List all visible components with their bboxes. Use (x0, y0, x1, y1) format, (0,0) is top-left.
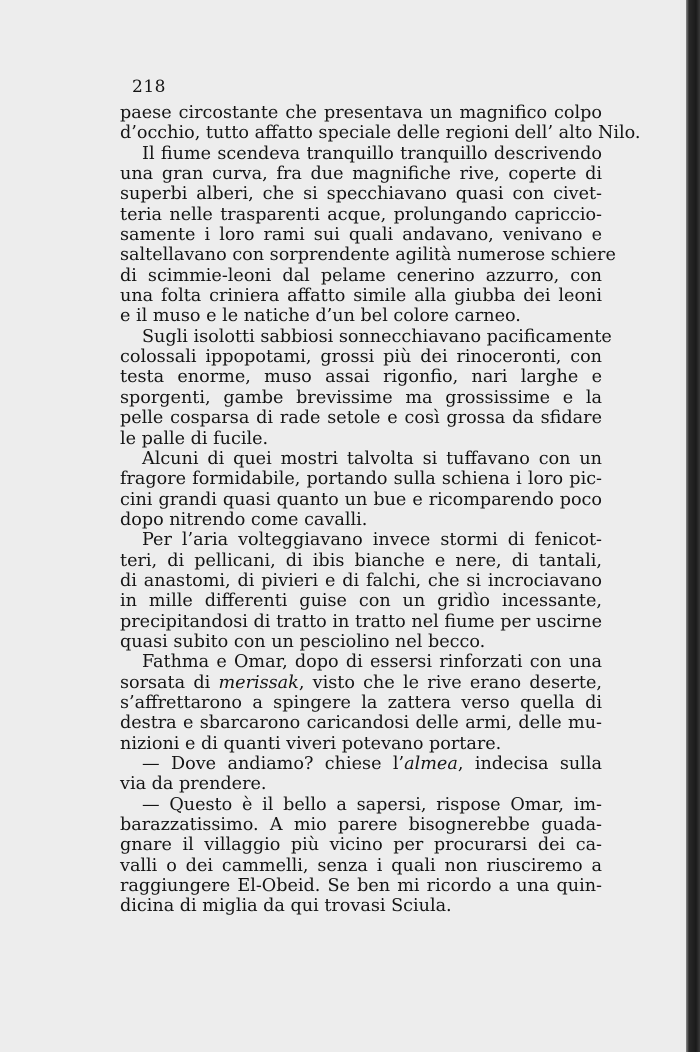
text-line: — Dove andiamo? chiese l’almea, indecisa sulla (142, 754, 602, 774)
binding-edge (686, 0, 700, 1052)
text-line: samente i loro rami sui quali andavano, venivano e (120, 225, 602, 246)
text-line: raggiungere El-Obeid. Se ben mi ricordo a una quin- (120, 876, 602, 897)
text-line: testa enorme, muso assai rigonfio, nari larghe e (120, 367, 602, 388)
text-line: colossali ippopotami, grossi più dei rinoceronti, con (120, 347, 602, 368)
text-line: e il muso e le natiche d’un bel colore carneo. (120, 306, 521, 327)
text-line: Il fiume scendeva tranquillo tranquillo descrivendo (142, 143, 602, 164)
text-line: destra e sbarcarono caricandosi delle armi, delle mu- (120, 713, 602, 734)
text-line: una gran curva, fra due magnifiche rive, coperte di (120, 164, 602, 185)
body-text (120, 103, 641, 917)
text-line: cini grandi quasi quanto un bue e ricomparendo poco (120, 489, 602, 510)
text-line: teri, di pellicani, di ibis bianche e nere, di tantali, (120, 550, 602, 571)
text-line: barazzatissimo. A mio parere bisognerebbe guada- (120, 815, 602, 836)
text-line: Fathma e Omar, dopo di essersi rinforzati con una (142, 652, 602, 673)
text-line: — Questo è il bello a sapersi, rispose Omar, im- (142, 794, 602, 815)
text-line: valli o dei cammelli, senza i quali non riusciremo a (120, 855, 602, 876)
text-line: Sugli isolotti sabbiosi sonnecchiavano pacificamente (142, 326, 612, 347)
text-line: dicina di miglia da qui trovasi Sciula. (120, 896, 452, 917)
text-line: di scimmie-leoni dal pelame cenerino azzurro, con (120, 265, 602, 286)
text-line: paese circostante che presentava un magnifico colpo (120, 103, 602, 123)
text-line: Per l’aria volteggiavano invece stormi di fenicot- (142, 530, 602, 551)
text-line: Alcuni di quei mostri talvolta si tuffavano con un (142, 448, 602, 469)
text-line: d’occhio, tutto affatto speciale delle regioni dell’ alto Nilo. (120, 123, 641, 144)
text-line: teria nelle trasparenti acque, prolungando capriccio- (120, 204, 602, 225)
text-line: precipitandosi di tratto in tratto nel fiume per uscirne (120, 611, 602, 632)
text-line: sporgenti, gambe brevissime ma grossissime e la (120, 387, 602, 408)
text-line: sorsata di merissak, visto che le rive erano deserte, (120, 672, 602, 693)
text-line: gnare il villaggio più vicino per procurarsi dei ca- (120, 835, 602, 856)
text-line: le palle di fucile. (120, 428, 269, 449)
text-line: s’affrettarono a spingere la zattera verso quella di (120, 692, 602, 713)
text-line: una folta criniera affatto simile alla giubba dei leoni (120, 286, 602, 307)
text-line: via da prendere. (120, 774, 267, 795)
text-line: saltellavano con sorprendente agilità numerose schiere (120, 245, 616, 266)
text-line: quasi subito con un pesciolino nel becco. (120, 631, 486, 652)
text-line: superbi alberi, che si specchiavano quasi con civet- (120, 184, 602, 205)
text-line: in mille differenti guise con un gridìo incessante, (120, 591, 602, 612)
text-line: fragore formidabile, portando sulla schiena i loro pic- (120, 469, 602, 490)
page-number: 218 (132, 77, 166, 97)
text-line: di anastomi, di pivieri e di falchi, che si incrociavano (120, 570, 602, 591)
text-line: pelle cosparsa di rade setole e così grossa da sfidare (120, 408, 602, 429)
text-line: dopo nitrendo come cavalli. (120, 509, 368, 530)
text-line: nizioni e di quanti viveri potevano portare. (120, 733, 502, 754)
